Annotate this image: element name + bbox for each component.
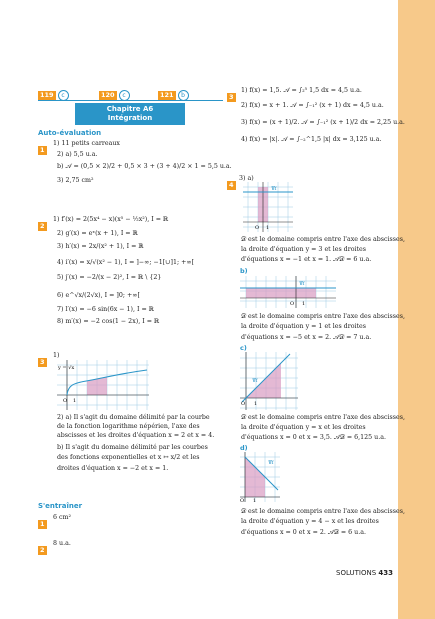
ref-number: 119 xyxy=(40,91,54,99)
train-2-answer: 8 u.a. xyxy=(53,540,71,547)
ref-number: 121 xyxy=(160,91,174,99)
ex3-line: des fonctions exponentielles et x ↦ x/2 et les xyxy=(57,454,200,461)
section-heading-entrainer: S'entraîner xyxy=(38,502,83,510)
chapter-banner xyxy=(75,103,185,125)
tick-label: 1 xyxy=(253,498,257,502)
ex2-line: 8) m′(x) = −2 cos(1 − 2x), I = ℝ xyxy=(57,318,160,325)
graph-b-label: b) xyxy=(240,267,248,275)
right-ex3-line: 2) f(x) = x + 1. 𝒜 = ∫₋₁² (x + 1) dx = 4,5 u.a. xyxy=(241,102,384,109)
ex2-line: 3) h′(x) = 2x/(x² + 1), I = ℝ xyxy=(57,243,144,250)
graph-a-text: d'équations x = −1 et x = 1. 𝒜𝒟 = 6 u.a. xyxy=(241,256,372,263)
graph-a-text: la droite d'équation y = 3 et les droites xyxy=(241,246,367,253)
ex2-line: 4) i′(x) = x/√(x² − 1), I = ]−∞; −1[∪]1; +∞[ xyxy=(57,259,195,266)
ex2-line: 7) l′(x) = −6 sin(6x − 1), I = ℝ xyxy=(57,306,154,313)
graph-b-text: la droite d'équation y = 1 et les droites xyxy=(241,323,367,330)
right-ex3-tag: 3 xyxy=(229,93,234,101)
chapter-title: Chapitre A6 xyxy=(106,105,154,113)
origin-label: O xyxy=(255,225,260,231)
ex2-line: 1) f′(x) = 2(5x⁴ − x)(x⁵ − ½x²), I = ℝ xyxy=(53,216,169,223)
right-ex3-line: 1) f(x) = 1,5. 𝒜 = ∫₂⁵ 1,5 dx = 4,5 u.a. xyxy=(241,87,362,94)
ref-answer: b xyxy=(178,90,189,101)
train-1-tag: 1 xyxy=(40,520,45,528)
origin-label: O xyxy=(63,398,68,404)
graph-c-text: la droite d'équation y = x et les droites xyxy=(241,424,366,431)
tick-label: 1 xyxy=(254,401,258,407)
ex3-line: de la fonction logarithme népérien, l'axe des xyxy=(57,423,200,430)
graph-a-text: 𝒟 est le domaine compris entre l'axe des abscisses, xyxy=(241,236,405,243)
curve-label: 𝒞f xyxy=(268,460,274,466)
right-ex3-line: 3) f(x) = (x + 1)/2. 𝒜 = ∫₋₁² (x + 1)/2 dx = 2,25 u.a. xyxy=(241,119,405,126)
graph-d-text: d'équations x = 0 et x = 2. 𝒜𝒟 = 6 u.a. xyxy=(241,529,366,536)
graph-d-text: la droite d'équation y = 4 − x et les droites xyxy=(241,518,379,525)
ref-120 xyxy=(99,85,130,104)
origin-label: O xyxy=(290,301,295,307)
right-ex4-label: 3) a) xyxy=(239,175,254,182)
origin-label: O xyxy=(241,401,246,407)
chapter-subtitle: Intégration xyxy=(107,114,153,122)
ex3-line: 2) a) Il s'agit du domaine délimité par la courbe xyxy=(57,414,210,421)
graph-c xyxy=(240,352,298,410)
curve-label: 𝒞f xyxy=(271,186,277,192)
right-ex3-line: 4) f(x) = |x|. 𝒜 = ∫₋₂^1,5 |x| dx = 3,125 u.a. xyxy=(241,136,382,143)
ex1-line: b) 𝒜 = (0,5 × 2)/2 + 0,5 × 3 + (3 + 4)/2 × 1 = 5,5 u.a. xyxy=(57,163,232,170)
ex3-label: 1) xyxy=(53,352,60,359)
domain-D xyxy=(246,288,316,298)
ex1-line: 3) 2,75 cm² xyxy=(57,177,94,184)
tick-label: 1 xyxy=(266,225,270,231)
section-heading-auto-eval: Auto-évaluation xyxy=(38,129,102,137)
tick-label: 1 xyxy=(302,301,306,307)
curve-label: 𝒞f xyxy=(252,378,258,384)
graph-d-text: 𝒟 est le domaine compris entre l'axe des abscisses, xyxy=(241,508,405,515)
divider xyxy=(38,100,223,101)
footer-label: SOLUTIONS xyxy=(336,569,377,577)
exercise-3-tag: 3 xyxy=(40,358,45,366)
exercise-1-tag: 1 xyxy=(40,146,45,154)
graph-d xyxy=(240,452,280,502)
ref-answer: c xyxy=(58,90,69,101)
graph-a xyxy=(243,182,293,232)
curve-label: y = √x xyxy=(58,365,75,371)
graph-b-text: 𝒟 est le domaine compris entre l'axe des abscisses, xyxy=(241,313,405,320)
graph-d-label: d) xyxy=(240,444,248,452)
ex2-line: 6) e^√x/(2√x), I = ]0; +∞[ xyxy=(57,292,140,299)
ex3-line: b) Il s'agit du domaine délimité par les courbes xyxy=(57,444,208,451)
ref-121 xyxy=(158,85,189,104)
graph-c-label: c) xyxy=(240,344,247,352)
ex1-line: 1) 11 petits carreaux xyxy=(53,140,120,147)
ref-119 xyxy=(38,85,69,104)
ex1-line: 2) a) 5,5 u.a. xyxy=(57,151,98,158)
graph-c-text: 𝒟 est le domaine compris entre l'axe des abscisses, xyxy=(241,414,405,421)
exercise-2-tag: 2 xyxy=(40,222,45,230)
graph-b-text: d'équations x = −5 et x = 2. 𝒜𝒟 = 7 u.a. xyxy=(241,334,372,341)
graph-b xyxy=(240,276,336,308)
right-ex4-tag: 4 xyxy=(229,181,234,189)
ref-number: 120 xyxy=(101,91,115,99)
ex2-line: 2) g′(x) = eˣ(x + 1), I = ℝ xyxy=(57,230,138,237)
tick-label: 1 xyxy=(73,398,77,404)
graph-c-text: d'équations x = 0 et x = 3,5. 𝒜𝒟 = 6,125 u.a. xyxy=(241,434,386,441)
sqrt-graph xyxy=(57,360,149,410)
ex2-line: 5) j′(x) = −2/(x − 2)², I = ℝ \ {2} xyxy=(57,274,162,281)
train-2-tag: 2 xyxy=(40,546,45,554)
origin-label: O xyxy=(240,498,245,502)
curve-label: 𝒞f xyxy=(299,281,305,287)
ref-answer: c xyxy=(119,90,130,101)
ex3-line: abscisses et les droites d'équation x = 2 et x = 4. xyxy=(57,432,215,439)
page-footer xyxy=(336,569,393,577)
train-1-answer: 6 cm² xyxy=(53,514,72,521)
ex3-line: droites d'équation x = −2 et x = 1. xyxy=(57,465,169,472)
page-number: 433 xyxy=(378,569,394,577)
side-color-band xyxy=(398,0,435,619)
